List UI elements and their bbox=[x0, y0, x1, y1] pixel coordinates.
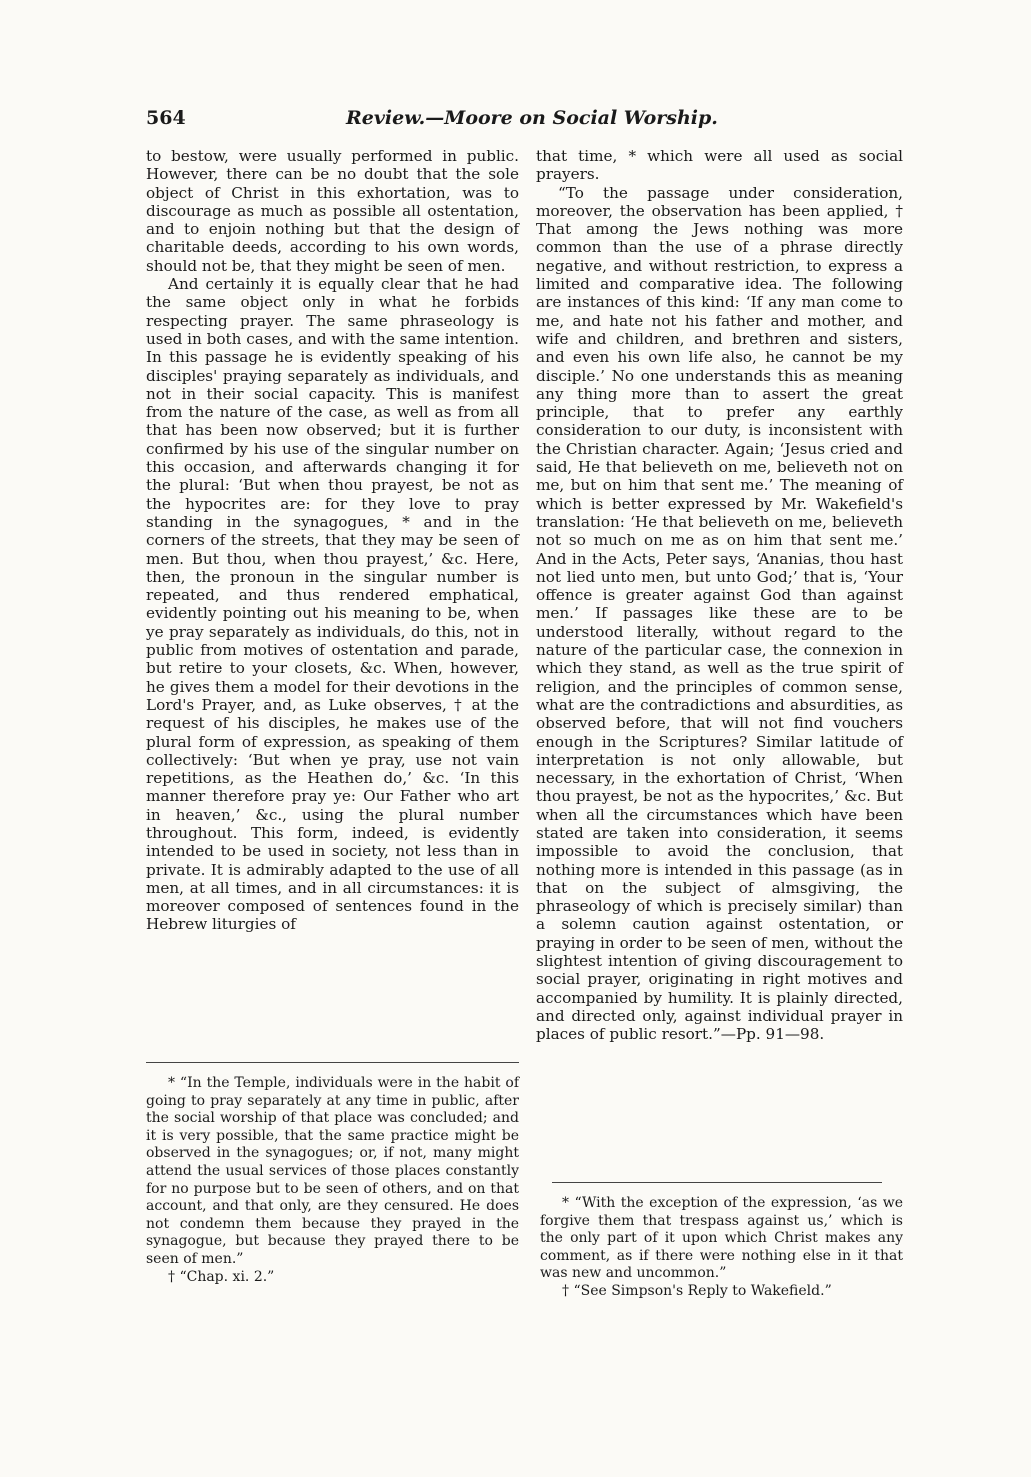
footnotes-left bbox=[146, 1062, 519, 1286]
footnote-simpson: † “See Simpson's Reply to Wakefield.” bbox=[562, 1282, 832, 1299]
right-paragraph-1: that time, * which were all used as social prayers. bbox=[536, 147, 903, 184]
left-paragraph-2: And certainly it is equally clear that he had the same object only in what he forbids respecting prayer. The same phraseology is used in both cases, and with the same intention. In this passage he is evidently speaking of his disciples' praying separately as individuals, and not in their social capacity. This is manifest from the nature of the case, as well as from all that has been now observed; but it is further confirmed by his use of the singular number on this occasion, and afterwards changing it for the plural: ‘But when thou prayest, be not as the hypocrites are: for they love to pray standing in the synagogues, * and in the corners of the streets, that they may be seen of men. But thou, when thou prayest,’ &c. Here, then, the pronoun in the singular number is repeated, and thus rendered emphatical, evidently pointing out his meaning to be, when ye pray separately as individuals, do this, not in public from motives of ostentation and parade, but retire to your closets, &c. When, however, he gives them a model for their devotions in the Lord's Prayer, and, as Luke observes, † at the request of his disciples, he makes use of the plural form of expression, as speaking of them collectively: ‘But when ye pray, use not vain repetitions, as the Heathen do,’ &c. ‘In this manner therefore pray ye: Our Father who art in heaven,’ &c., using the plural number throughout. This form, indeed, is evidently intended to be used in society, not less than in private. It is admirably adapted to the use of all men, at all times, and in all circumstances: it is moreover composed of sentences found in the Hebrew liturgies of bbox=[146, 275, 519, 934]
page-number: 564 bbox=[146, 107, 186, 129]
footnote-exception: * “With the exception of the expression, ‘as we forgive them that trespass against us,’ which is the only part of it upon which Christ makes any comment, as if there were nothing else in it that was new and uncommon.” bbox=[540, 1195, 903, 1282]
right-paragraph-2: “To the passage under consideration, moreover, the observation has been applied, † That among the Jews nothing was more common than the use of a phrase directly negative, and without restriction, to express a limited and comparative idea. The following are instances of this kind: ‘If any man come to me, and hate not his father and mother, and wife and children, and brethren and sisters, and even his own life also, he cannot be my disciple.’ No one understands this as meaning any thing more than to assert the great principle, that to prefer any earthly consideration to our duty, is inconsistent with the Christian character. Again; ‘Jesus cried and said, He that believeth on me, believeth not on me, but on him that sent me.’ The meaning of which is better expressed by Mr. Wakefield's translation: ‘He that believeth on me, believeth not so much on me as on him that sent me.’ And in the Acts, Peter says, ‘Ananias, thou hast not lied unto men, but unto God;’ that is, ‘Your offence is greater against God than against men.’ If passages like these are to be understood literally, without regard to the nature of the particular case, the connexion in which they stand, as well as the true spirit of religion, and the principles of common sense, what are the contradictions and absurdities, as observed before, that will not find vouchers enough in the Scriptures? Similar latitude of interpretation is not only allowable, but necessary, in the exhortation of Christ, ‘When thou prayest, be not as the hypocrites,’ &c. But when all the circumstances which have been stated are taken into consideration, it seems impossible to avoid the conclusion, that nothing more is intended in this passage (as in that on the subject of almsgiving, the phraseology of which is precisely similar) than a solemn caution against ostentation, or praying in order to be seen of men, without the slightest intention of giving discouragement to social prayer, originating in right motives and accompanied by humility. It is plainly directed, and directed only, against individual prayer in places of public resort.”—Pp. 91—98. bbox=[536, 183, 903, 1044]
right-column bbox=[536, 147, 903, 1044]
footnote-chap: † “Chap. xi. 2.” bbox=[168, 1268, 275, 1285]
footnote-temple: * “In the Temple, individuals were in the habit of going to pray separately at any time in public, after the social worship of that place was concluded; and it is very possible, that the same practice might be observed in the synagogues; or, if not, many might attend the usual services of those places constantly for no purpose but to be seen of others, and on that account, and that only, are they censured. He does not condemn them because they prayed in the synagogue, but because they prayed there to be seen of men.” bbox=[146, 1075, 519, 1267]
footnote-rule bbox=[146, 1062, 519, 1063]
page-header bbox=[146, 107, 894, 133]
running-title: Review.—Moore on Social Worship. bbox=[346, 107, 718, 129]
footnote-rule bbox=[552, 1182, 882, 1183]
left-column bbox=[146, 147, 519, 934]
left-paragraph-1: to bestow, were usually performed in public. However, there can be no doubt that the sole object of Christ in this exhortation, was to discourage as much as possible all ostentation, and to enjoin nothing but that the design of charitable deeds, according to his own words, should not be, that they might be seen of men. bbox=[146, 147, 519, 275]
footnotes-right bbox=[540, 1182, 903, 1301]
